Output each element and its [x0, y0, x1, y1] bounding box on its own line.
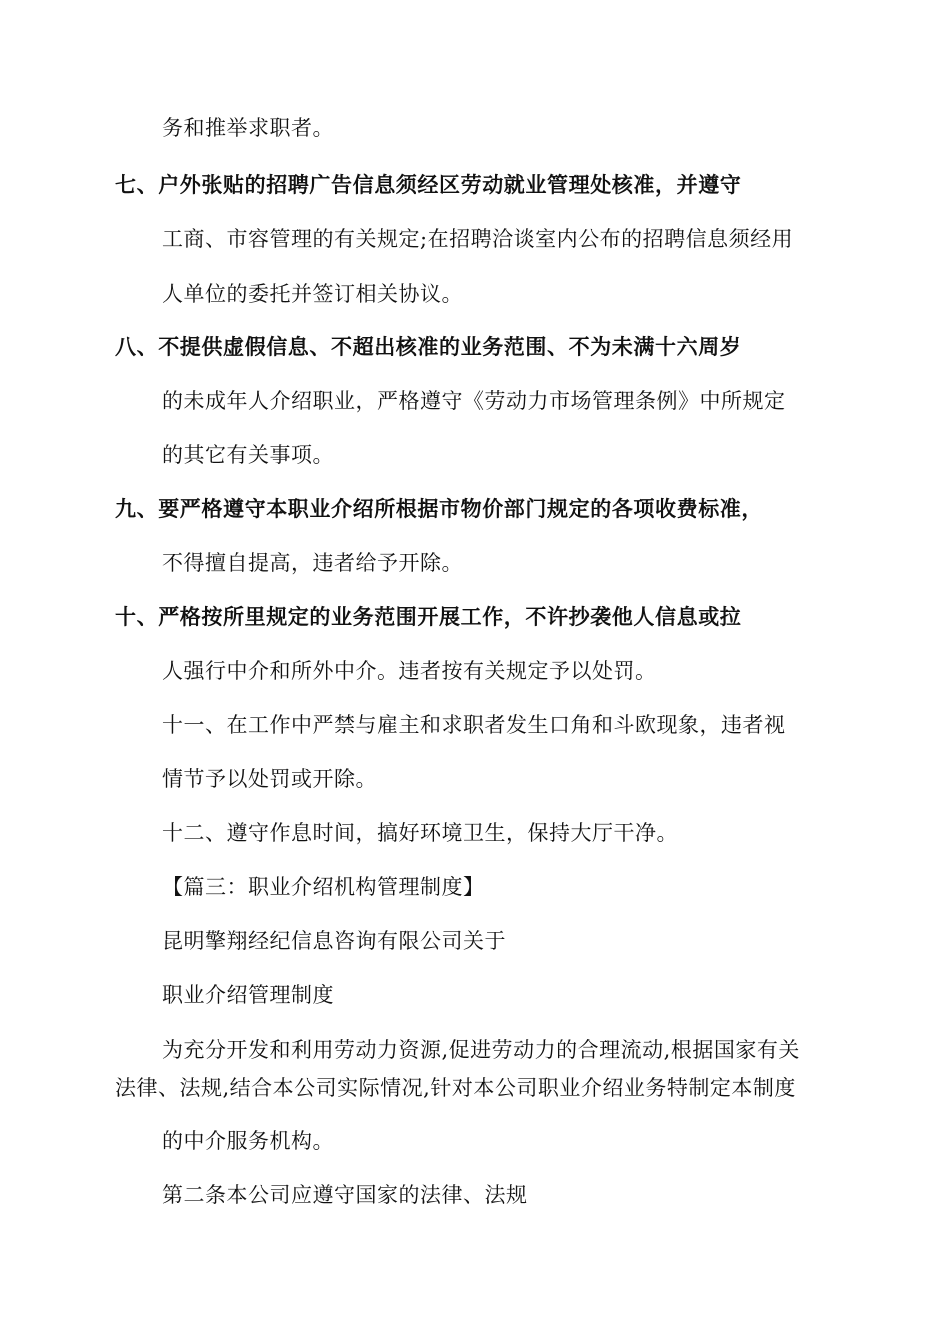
clause-11: 十一、在工作中严禁与雇主和求职者发生口角和斗欧现象，违者视: [162, 713, 786, 737]
company-title: 昆明擎翔经纪信息咨询有限公司关于: [162, 929, 506, 953]
clause-heading-8: 八、不提供虚假信息、不超出核准的业务范围、不为未满十六周岁: [115, 335, 742, 359]
text-line: 人强行中介和所外中介。违者按有关规定予以处罚。: [162, 659, 657, 683]
regulation-title: 职业介绍管理制度: [162, 983, 334, 1007]
paragraph-line: 法律、法规,结合本公司实际情况,针对本公司职业介绍业务特制定本制度: [115, 1076, 796, 1100]
clause-heading-9: 九、要严格遵守本职业介绍所根据市物价部门规定的各项收费标准，: [115, 497, 763, 521]
clause-heading-7: 七、户外张贴的招聘广告信息须经区劳动就业管理处核准，并遵守: [115, 173, 742, 197]
clause-12: 十二、遵守作息时间，搞好环境卫生，保持大厅干净。: [162, 821, 678, 845]
text-line: 情节予以处罚或开除。: [162, 767, 377, 791]
text-line: 工商、市容管理的有关规定;在招聘洽谈室内公布的招聘信息须经用: [162, 227, 794, 251]
text-line: 人单位的委托并签订相关协议。: [162, 282, 463, 306]
text-line: 不得擅自提高，违者给予开除。: [162, 551, 463, 575]
section-title: 【篇三：职业介绍机构管理制度】: [162, 875, 485, 899]
clause-heading-10: 十、严格按所里规定的业务范围开展工作，不许抄袭他人信息或拉: [115, 605, 742, 629]
article-2: 第二条本公司应遵守国家的法律、法规: [162, 1183, 528, 1207]
text-line: 务和推举求职者。: [162, 116, 334, 140]
text-line: 的未成年人介绍职业，严格遵守《劳动力市场管理条例》中所规定: [162, 389, 786, 413]
text-line: 的中介服务机构。: [162, 1129, 334, 1153]
paragraph-line: 为充分开发和利用劳动力资源,促进劳动力的合理流动,根据国家有关: [162, 1038, 800, 1062]
text-line: 的其它有关事项。: [162, 443, 334, 467]
